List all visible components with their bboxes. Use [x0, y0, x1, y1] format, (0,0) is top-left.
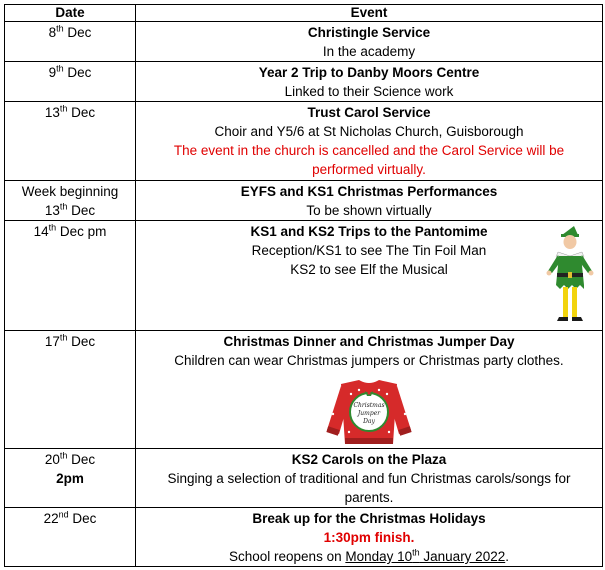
table-row: [5, 449, 603, 508]
date-cell: [5, 181, 136, 221]
date-cell: [5, 102, 136, 181]
event-cell: [136, 102, 603, 181]
event-cell: [136, 449, 603, 508]
finish-time-notice: 1:30pm finish.: [323, 530, 415, 545]
event-detail: parents.: [344, 490, 394, 505]
event-cell: [136, 508, 603, 567]
event-detail: Singing a selection of traditional and fun Christmas carols/songs for: [167, 471, 571, 486]
christmas-jumper-image: [323, 374, 415, 448]
date-cell: [5, 449, 136, 508]
table-row: [5, 221, 603, 331]
elf-figure-image: [544, 225, 596, 329]
date-text: 8th Dec: [48, 23, 92, 40]
events-table: [4, 4, 603, 567]
table-row: [5, 62, 603, 102]
table-row: [5, 181, 603, 221]
date-text: 22nd Dec: [43, 509, 97, 526]
table-row: [5, 22, 603, 62]
event-detail: Children can wear Christmas jumpers or Christmas party clothes.: [174, 353, 564, 368]
date-time: 2pm: [56, 471, 84, 486]
date-text: 13th Dec: [44, 103, 96, 120]
date-header: Date: [5, 5, 136, 22]
event-title: Trust Carol Service: [307, 105, 431, 120]
date-cell: [5, 221, 136, 331]
date-text: 14th Dec pm: [33, 222, 107, 239]
event-cell: [136, 181, 603, 221]
event-detail: KS2 to see Elf the Musical: [290, 262, 448, 277]
event-detail: Reception/KS1 to see The Tin Foil Man: [251, 243, 487, 258]
cancellation-notice: performed virtually.: [312, 162, 426, 177]
event-detail: Choir and Y5/6 at St Nicholas Church, Guisborough: [214, 124, 524, 139]
event-title: KS1 and KS2 Trips to the Pantomime: [250, 224, 488, 239]
table-row: [5, 102, 603, 181]
event-title: Christingle Service: [307, 25, 431, 40]
event-title: Year 2 Trip to Danby Moors Centre: [258, 65, 480, 80]
date-prefix: Week beginning: [21, 184, 119, 199]
date-text: 9th Dec: [48, 63, 92, 80]
event-cell: [136, 62, 603, 102]
date-text: 17th Dec: [44, 332, 96, 349]
event-title: Break up for the Christmas Holidays: [252, 511, 486, 526]
cancellation-notice: The event in the church is cancelled and the Carol Service will be: [173, 143, 565, 158]
event-title: Christmas Dinner and Christmas Jumper Day: [223, 334, 515, 349]
jumper-text: Jumper: [357, 410, 381, 417]
table-row: [5, 508, 603, 567]
date-cell: [5, 331, 136, 449]
event-cell: [136, 331, 603, 449]
event-cell: [136, 221, 603, 331]
date-cell: [5, 62, 136, 102]
event-detail: Linked to their Science work: [284, 84, 454, 99]
event-cell: [136, 22, 603, 62]
header-row: [5, 5, 603, 22]
date-cell: [5, 22, 136, 62]
date-cell: [5, 508, 136, 567]
events-page: [4, 4, 602, 567]
reopen-notice: School reopens on Monday 10th January 2022.: [229, 547, 509, 564]
table-row: [5, 331, 603, 449]
event-detail: To be shown virtually: [306, 203, 432, 218]
event-header: Event: [136, 5, 603, 22]
date-text: 20th Dec: [44, 450, 96, 467]
date-text: 13th Dec: [44, 201, 96, 218]
event-title: KS2 Carols on the Plaza: [291, 452, 447, 467]
jumper-text: Christmas: [353, 402, 385, 409]
jumper-text: Day: [363, 418, 375, 425]
event-detail: In the academy: [322, 44, 416, 59]
event-title: EYFS and KS1 Christmas Performances: [240, 184, 498, 199]
